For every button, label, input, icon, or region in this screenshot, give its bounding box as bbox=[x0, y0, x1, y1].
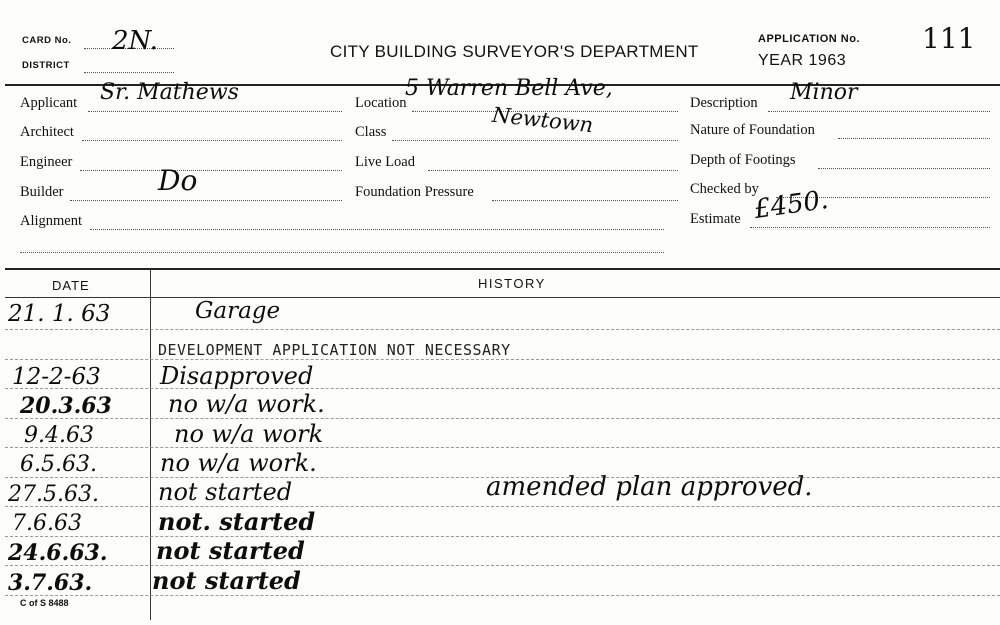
applicant-label: Applicant bbox=[20, 95, 78, 111]
row-line bbox=[5, 329, 1000, 330]
row-line bbox=[5, 418, 1000, 419]
location-value: 5 Warren Bell Ave, bbox=[405, 76, 613, 101]
live-load-line bbox=[428, 170, 678, 171]
builder-value: Do bbox=[158, 164, 198, 197]
row-line bbox=[5, 447, 1000, 448]
architect-line bbox=[82, 140, 342, 141]
depth-of-footings-label: Depth of Footings bbox=[690, 152, 796, 168]
history-entry: not. started bbox=[158, 507, 316, 536]
history-date: 20.3.63 bbox=[20, 393, 112, 419]
description-label: Description bbox=[690, 95, 758, 111]
department-title: CITY BUILDING SURVEYOR'S DEPARTMENT bbox=[330, 42, 699, 61]
description-line bbox=[768, 111, 990, 112]
history-entry: not started bbox=[158, 478, 293, 506]
alignment-line bbox=[90, 229, 664, 230]
history-date: 7.6.63 bbox=[12, 511, 82, 536]
estimate-line bbox=[750, 227, 990, 228]
nature-of-foundation-label: Nature of Foundation bbox=[690, 122, 815, 138]
history-top-divider bbox=[5, 268, 1000, 270]
row-line bbox=[5, 506, 1000, 507]
checked-by-label: Checked by bbox=[690, 181, 759, 197]
history-date: 24.6.63. bbox=[8, 540, 108, 566]
applicant-value: Sr. Mathews bbox=[100, 80, 239, 105]
history-entry: Garage bbox=[195, 298, 281, 324]
foundation-pressure-label: Foundation Pressure bbox=[355, 184, 474, 200]
live-load-label: Live Load bbox=[355, 154, 415, 170]
history-entry: not started bbox=[156, 536, 305, 565]
foundation-pressure-line bbox=[492, 200, 678, 201]
history-entry: not started bbox=[152, 566, 301, 595]
row-line bbox=[5, 359, 1000, 360]
year-label: YEAR 1963 bbox=[758, 52, 847, 69]
history-date: 21. 1. 63 bbox=[8, 301, 111, 327]
development-stamp: DEVELOPMENT APPLICATION NOT NECESSARY bbox=[158, 341, 511, 359]
history-date: 3.7.63. bbox=[8, 570, 93, 596]
history-date: 12-2-63 bbox=[12, 364, 101, 390]
district-label: DISTRICT bbox=[22, 60, 70, 71]
row-line bbox=[5, 388, 1000, 389]
form-code: C of S 8488 bbox=[20, 598, 69, 608]
builder-line bbox=[70, 200, 342, 201]
history-column-header: HISTORY bbox=[478, 276, 546, 291]
history-date: 6.5.63. bbox=[20, 452, 97, 477]
class-line bbox=[392, 140, 678, 141]
depth-of-footings-line bbox=[818, 168, 990, 169]
history-entry: Disapproved bbox=[160, 362, 314, 390]
history-entry: no w/a work. bbox=[168, 390, 325, 418]
nature-of-foundation-line bbox=[838, 138, 990, 139]
architect-label: Architect bbox=[20, 124, 74, 140]
date-column-divider bbox=[150, 270, 151, 620]
history-header-divider bbox=[5, 297, 1000, 298]
alignment-label: Alignment bbox=[20, 213, 83, 229]
date-column-header: DATE bbox=[52, 278, 90, 293]
builder-label: Builder bbox=[20, 184, 64, 200]
applicant-line bbox=[88, 111, 342, 112]
location-value-2: Newtown bbox=[491, 102, 595, 138]
card-no-label: CARD No. bbox=[22, 35, 72, 46]
alignment-line-2 bbox=[20, 252, 664, 253]
application-no-label: APPLICATION No. bbox=[758, 33, 861, 45]
description-value: Minor bbox=[790, 80, 858, 105]
history-note: amended plan approved. bbox=[486, 472, 813, 502]
row-line bbox=[5, 536, 1000, 537]
engineer-label: Engineer bbox=[20, 154, 73, 170]
district-line bbox=[84, 72, 174, 73]
application-no-value: 111 bbox=[922, 22, 976, 55]
row-line bbox=[5, 595, 1000, 596]
class-label: Class bbox=[355, 124, 387, 140]
card-no-value: 2N. bbox=[112, 26, 158, 56]
location-label: Location bbox=[355, 95, 407, 111]
history-date: 9.4.63 bbox=[24, 423, 94, 448]
estimate-label: Estimate bbox=[690, 211, 741, 227]
history-entry: no w/a work bbox=[174, 420, 324, 448]
history-entry: no w/a work. bbox=[160, 449, 317, 477]
history-date: 27.5.63. bbox=[8, 482, 99, 507]
engineer-line bbox=[80, 170, 342, 171]
estimate-value: £450. bbox=[752, 184, 831, 226]
